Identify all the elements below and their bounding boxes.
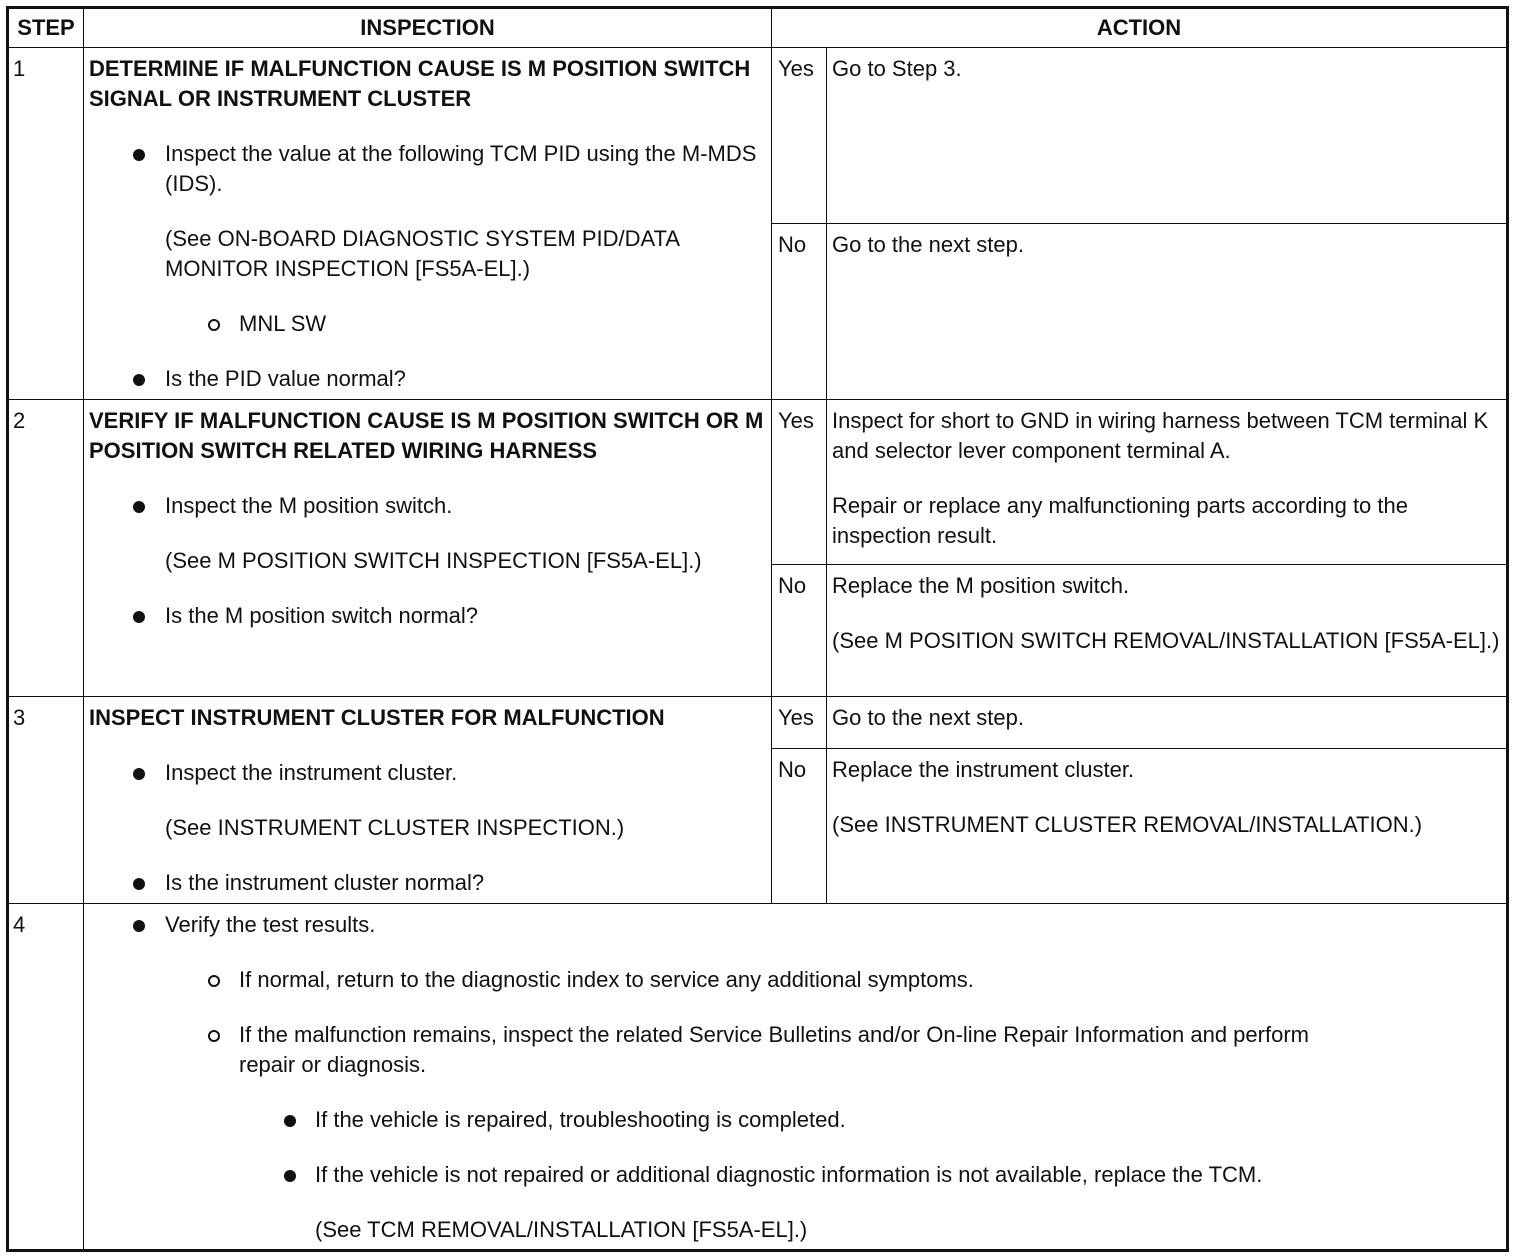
step1-inspection	[84, 48, 772, 400]
action-header: ACTION	[772, 8, 1508, 48]
step3-bullet-2: Is the instrument cluster normal?	[89, 868, 765, 898]
step4-inspection	[84, 904, 1508, 1251]
step3-no-action	[827, 749, 1508, 904]
step2-no-label: No	[772, 565, 827, 697]
step3-no-label: No	[772, 749, 827, 904]
step2-yes-row	[8, 400, 1508, 565]
step3-bullet-1: Inspect the instrument cluster.	[89, 758, 765, 788]
step4-circle-2: If the malfunction remains, inspect the related Service Bulletins and/or On-line Repair Information and perform repair or diagnosis.	[89, 1020, 1500, 1080]
step1-yes-action: Go to Step 3.	[827, 48, 1508, 224]
step2-reference: (See M POSITION SWITCH INSPECTION [FS5A-EL].)	[165, 548, 702, 573]
inspection-header: INSPECTION	[84, 8, 772, 48]
step4-row	[8, 904, 1508, 1251]
step3-title: INSPECT INSTRUMENT CLUSTER FOR MALFUNCTION	[89, 705, 665, 730]
diagnostic-table	[6, 6, 1509, 1252]
step1-bullet-1: Inspect the value at the following TCM PID using the M-MDS (IDS).	[89, 139, 765, 199]
step4-sub-bullet-1: If the vehicle is repaired, troubleshooting is completed.	[89, 1105, 1500, 1135]
step1-no-label: No	[772, 224, 827, 400]
step4-number: 4	[8, 904, 84, 1251]
step1-number: 1	[8, 48, 84, 400]
step2-no-action-1: Replace the M position switch.	[832, 573, 1130, 598]
step3-inspection	[84, 697, 772, 904]
step3-yes-row	[8, 697, 1508, 749]
step2-no-action-2: (See M POSITION SWITCH REMOVAL/INSTALLATION [FS5A-EL].)	[832, 628, 1500, 653]
step1-yes-label: Yes	[772, 48, 827, 224]
step3-yes-label: Yes	[772, 697, 827, 749]
step1-yes-row	[8, 48, 1508, 224]
step2-yes-action-2: Repair or replace any malfunctioning parts according to the inspection result.	[832, 493, 1408, 548]
step2-bullet-2: Is the M position switch normal?	[89, 601, 765, 631]
step3-reference: (See INSTRUMENT CLUSTER INSPECTION.)	[165, 815, 625, 840]
step3-yes-action: Go to the next step.	[827, 697, 1508, 749]
step2-yes-action	[827, 400, 1508, 565]
step2-no-action	[827, 565, 1508, 697]
step4-bullet-1: Verify the test results.	[89, 910, 1500, 940]
step2-bullet-1: Inspect the M position switch.	[89, 491, 765, 521]
step3-no-action-2: (See INSTRUMENT CLUSTER REMOVAL/INSTALLATION.)	[832, 812, 1423, 837]
step2-yes-action-1: Inspect for short to GND in wiring harness between TCM terminal K and selector lever component terminal A.	[832, 408, 1489, 463]
header-row	[8, 8, 1508, 48]
step3-number: 3	[8, 697, 84, 904]
step1-reference: (See ON-BOARD DIAGNOSTIC SYSTEM PID/DATA MONITOR INSPECTION [FS5A-EL].)	[165, 226, 679, 281]
step4-circle-1: If normal, return to the diagnostic index to service any additional symptoms.	[89, 965, 1500, 995]
step-header: STEP	[8, 8, 84, 48]
step3-no-action-1: Replace the instrument cluster.	[832, 757, 1135, 782]
step1-title: DETERMINE IF MALFUNCTION CAUSE IS M POSITION SWITCH SIGNAL OR INSTRUMENT CLUSTER	[89, 56, 751, 111]
step1-bullet-2: Is the PID value normal?	[89, 364, 765, 394]
step4-sub-bullet-2: If the vehicle is not repaired or additional diagnostic information is not available, replace the TCM.	[89, 1160, 1500, 1190]
step2-number: 2	[8, 400, 84, 697]
step1-sub-item: MNL SW	[89, 309, 765, 339]
step1-no-action: Go to the next step.	[827, 224, 1508, 400]
step2-yes-label: Yes	[772, 400, 827, 565]
step2-inspection	[84, 400, 772, 697]
step4-reference: (See TCM REMOVAL/INSTALLATION [FS5A-EL].)	[315, 1217, 808, 1242]
step2-title: VERIFY IF MALFUNCTION CAUSE IS M POSITION SWITCH OR M POSITION SWITCH RELATED WIRING HARNESS	[89, 408, 764, 463]
